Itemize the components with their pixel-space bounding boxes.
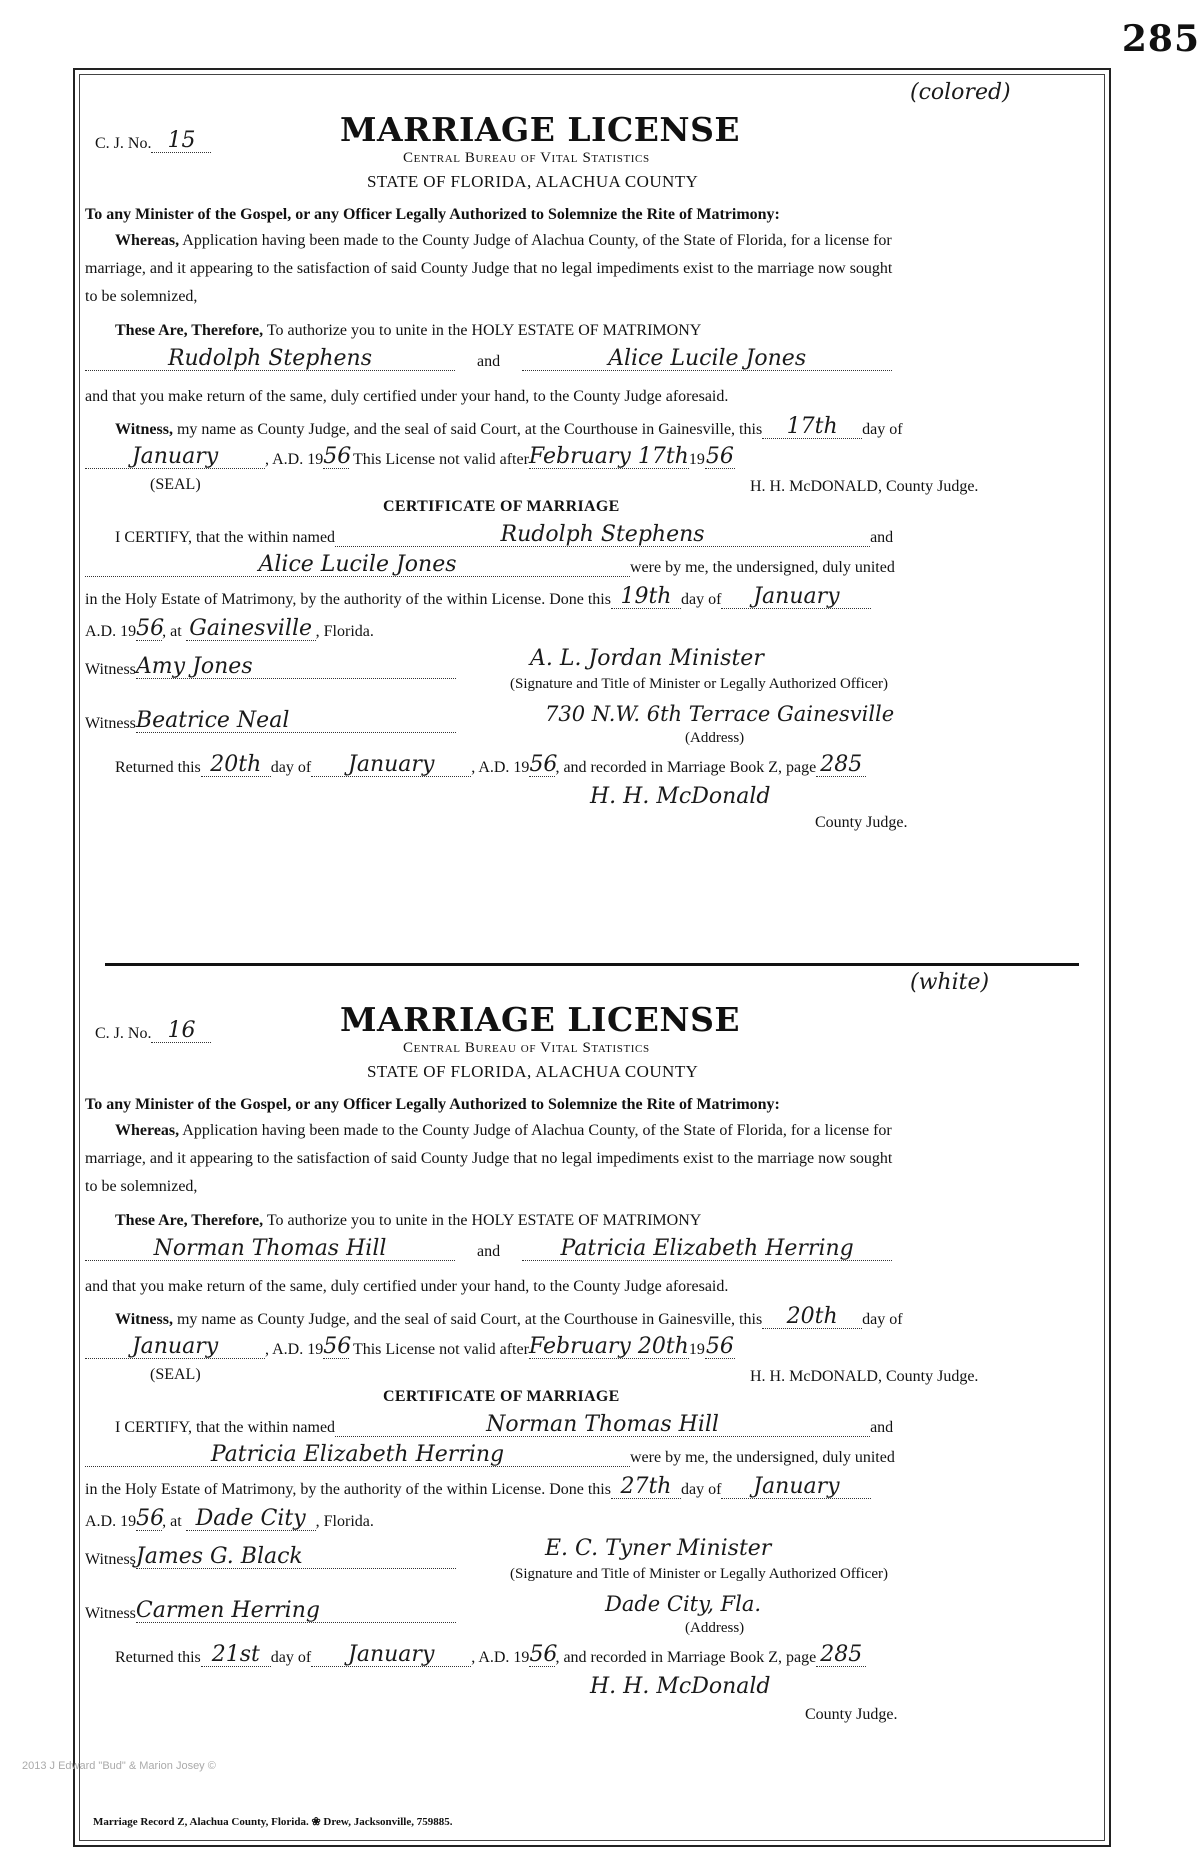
license-month: January	[85, 1336, 265, 1359]
done-place-line: A.D. 1956, at Gainesville , Florida.	[85, 616, 374, 641]
bureau-name: Central Bureau of Vital Statistics	[403, 150, 650, 166]
witness-1-line: WitnessAmy Jones	[85, 656, 456, 679]
certify-line: I CERTIFY, that the within named Rudolph Stephens and	[115, 522, 894, 547]
not-valid-date: February 17th	[528, 444, 689, 469]
returned-year: 56	[529, 1642, 558, 1667]
address-line: To any Minister of the Gospel, or any Officer Legally Authorized to Solemnize the Rite of Matrimony:	[85, 1096, 780, 1113]
copyright-watermark: 2013 J Edward "Bud" & Marion Josey ©	[22, 1760, 216, 1772]
seal: (SEAL)	[150, 476, 201, 493]
witness-2: Carmen Herring	[136, 1600, 456, 1623]
officiant-address: Dade City, Fla.	[605, 1592, 762, 1616]
done-year: 56	[136, 1506, 165, 1531]
couple-line: Norman Thomas Hill and Patricia Elizabeth Herring	[85, 1238, 892, 1261]
state-county: STATE OF FLORIDA, ALACHUA COUNTY	[367, 1062, 699, 1081]
book-page: 285	[816, 1644, 866, 1667]
whereas-line-2: marriage, and it appearing to the satisfaction of said County Judge that no legal impediments exist to the marriage now sought	[85, 1150, 893, 1167]
officiant-signature: E. C. Tyner Minister	[545, 1536, 772, 1561]
certify-line: I CERTIFY, that the within named Norman Thomas Hill and	[115, 1412, 894, 1437]
whereas-line-1: Whereas, Application having been made to the County Judge of Alachua County, of the State of Florida, for a license for	[115, 1122, 892, 1139]
returned-month: January	[311, 754, 471, 777]
signature-caption: (Signature and Title of Minister or Legally Authorized Officer)	[510, 676, 888, 692]
cj-number: 16	[151, 1020, 211, 1043]
cert-groom: Rudolph Stephens	[335, 524, 870, 547]
not-valid-date: February 20th	[528, 1334, 689, 1359]
return-line: and that you make return of the same, duly certified under your hand, to the County Judge aforesaid.	[85, 1278, 729, 1295]
cj-label: C. J. No.	[95, 1025, 152, 1042]
done-year: 56	[136, 616, 165, 641]
license-date-line: January , A.D. 1956 This License not valid afterFebruary 17th1956	[85, 446, 735, 469]
race-note: (white)	[910, 970, 990, 995]
whereas-line-3: to be solemnized,	[85, 288, 198, 305]
bride-name: Patricia Elizabeth Herring	[522, 1238, 892, 1261]
address-caption: (Address)	[685, 730, 745, 746]
marriage-place: Gainesville	[186, 618, 316, 641]
license-title: MARRIAGE LICENSE	[340, 110, 741, 149]
returned-year: 56	[529, 752, 558, 777]
license-date-line: January , A.D. 1956 This License not valid afterFebruary 20th1956	[85, 1336, 735, 1359]
judge-caption: County Judge.	[815, 814, 908, 831]
not-valid-year: 56	[705, 1334, 734, 1359]
groom-name: Norman Thomas Hill	[85, 1238, 455, 1261]
certificate-title: CERTIFICATE OF MARRIAGE	[383, 498, 620, 515]
address-line: To any Minister of the Gospel, or any Officer Legally Authorized to Solemnize the Rite of Matrimony:	[85, 206, 780, 223]
whereas-line-3: to be solemnized,	[85, 1178, 198, 1195]
state-county: STATE OF FLORIDA, ALACHUA COUNTY	[367, 172, 699, 191]
whereas-line-2: marriage, and it appearing to the satisfaction of said County Judge that no legal impediments exist to the marriage now sought	[85, 260, 893, 277]
cj-number-row	[95, 130, 211, 153]
license-month: January	[85, 446, 265, 469]
witness-1: James G. Black	[136, 1546, 456, 1569]
seal: (SEAL)	[150, 1366, 201, 1383]
bride-name: Alice Lucile Jones	[522, 348, 892, 371]
done-day: 27th	[611, 1476, 681, 1499]
race-note: (colored)	[910, 80, 1011, 105]
license-day: 20th	[762, 1306, 862, 1329]
license-year: 56	[323, 1334, 352, 1359]
these-are-line: These Are, Therefore, To authorize you to unite in the HOLY ESTATE OF MATRIMONY	[115, 1212, 702, 1229]
marriage-place: Dade City	[186, 1508, 316, 1531]
officiant-address: 730 N.W. 6th Terrace Gainesville	[545, 702, 895, 726]
witness-2-line: WitnessBeatrice Neal	[85, 710, 456, 733]
judge-caption: County Judge.	[805, 1706, 898, 1723]
witness-line: Witness, my name as County Judge, and the seal of said Court, at the Courthouse in Gainesville, this 20th day of	[115, 1304, 903, 1329]
returned-line: Returned this 20th day of January , A.D. 1956, and recorded in Marriage Book Z, page 285	[115, 754, 866, 777]
cert-bride: Alice Lucile Jones	[85, 554, 630, 577]
holy-estate-line: in the Holy Estate of Matrimony, by the authority of the within License. Done this 27th day of January	[85, 1476, 871, 1499]
returned-line: Returned this 21st day of January , A.D. 1956, and recorded in Marriage Book Z, page 285	[115, 1644, 866, 1667]
officiant-signature: A. L. Jordan Minister	[530, 646, 764, 671]
these-are-line: These Are, Therefore, To authorize you to unite in the HOLY ESTATE OF MATRIMONY	[115, 322, 702, 339]
returned-day: 20th	[201, 754, 271, 777]
witness-1-line: WitnessJames G. Black	[85, 1546, 456, 1569]
cj-number: 15	[151, 130, 211, 153]
license-day: 17th	[762, 416, 862, 439]
cert-bride-line: Alice Lucile Jones were by me, the undersigned, duly united	[85, 554, 895, 577]
judge-printed: H. H. McDONALD, County Judge.	[750, 478, 979, 495]
done-place-line: A.D. 1956, at Dade City , Florida.	[85, 1506, 374, 1531]
witness-line: Witness, my name as County Judge, and the seal of said Court, at the Courthouse in Gainesville, this 17th day of	[115, 414, 903, 439]
record-page-frame	[73, 68, 1111, 1847]
done-day: 19th	[611, 586, 681, 609]
cert-bride-line: Patricia Elizabeth Herring were by me, the undersigned, duly united	[85, 1444, 895, 1467]
section-divider	[105, 963, 1079, 966]
whereas-line-1: Whereas, Application having been made to the County Judge of Alachua County, of the State of Florida, for a license for	[115, 232, 892, 249]
cert-bride: Patricia Elizabeth Herring	[85, 1444, 630, 1467]
holy-estate-line: in the Holy Estate of Matrimony, by the authority of the within License. Done this 19th day of January	[85, 586, 871, 609]
witness-1: Amy Jones	[136, 656, 456, 679]
witness-2-line: WitnessCarmen Herring	[85, 1600, 456, 1623]
record-footer: Marriage Record Z, Alachua County, Florida. ❀ Drew, Jacksonville, 759885.	[93, 1816, 453, 1828]
cert-groom: Norman Thomas Hill	[335, 1414, 870, 1437]
couple-line: Rudolph Stephens and Alice Lucile Jones	[85, 348, 892, 371]
done-month: January	[721, 586, 871, 609]
witness-2: Beatrice Neal	[136, 710, 456, 733]
signature-caption: (Signature and Title of Minister or Legally Authorized Officer)	[510, 1566, 888, 1582]
judge-printed: H. H. McDONALD, County Judge.	[750, 1368, 979, 1385]
return-line: and that you make return of the same, duly certified under your hand, to the County Judge aforesaid.	[85, 388, 729, 405]
judge-signature: H. H. McDonald	[590, 1674, 771, 1699]
certificate-title: CERTIFICATE OF MARRIAGE	[383, 1388, 620, 1405]
bureau-name: Central Bureau of Vital Statistics	[403, 1040, 650, 1056]
judge-signature: H. H. McDonald	[590, 784, 771, 809]
returned-day: 21st	[201, 1644, 271, 1667]
done-month: January	[721, 1476, 871, 1499]
cj-number-row	[95, 1020, 211, 1043]
returned-month: January	[311, 1644, 471, 1667]
page-number: 285	[1121, 18, 1200, 60]
not-valid-year: 56	[705, 444, 734, 469]
license-title: MARRIAGE LICENSE	[340, 1000, 741, 1039]
address-caption: (Address)	[685, 1620, 745, 1636]
groom-name: Rudolph Stephens	[85, 348, 455, 371]
book-page: 285	[816, 754, 866, 777]
license-year: 56	[323, 444, 352, 469]
cj-label: C. J. No.	[95, 135, 152, 152]
